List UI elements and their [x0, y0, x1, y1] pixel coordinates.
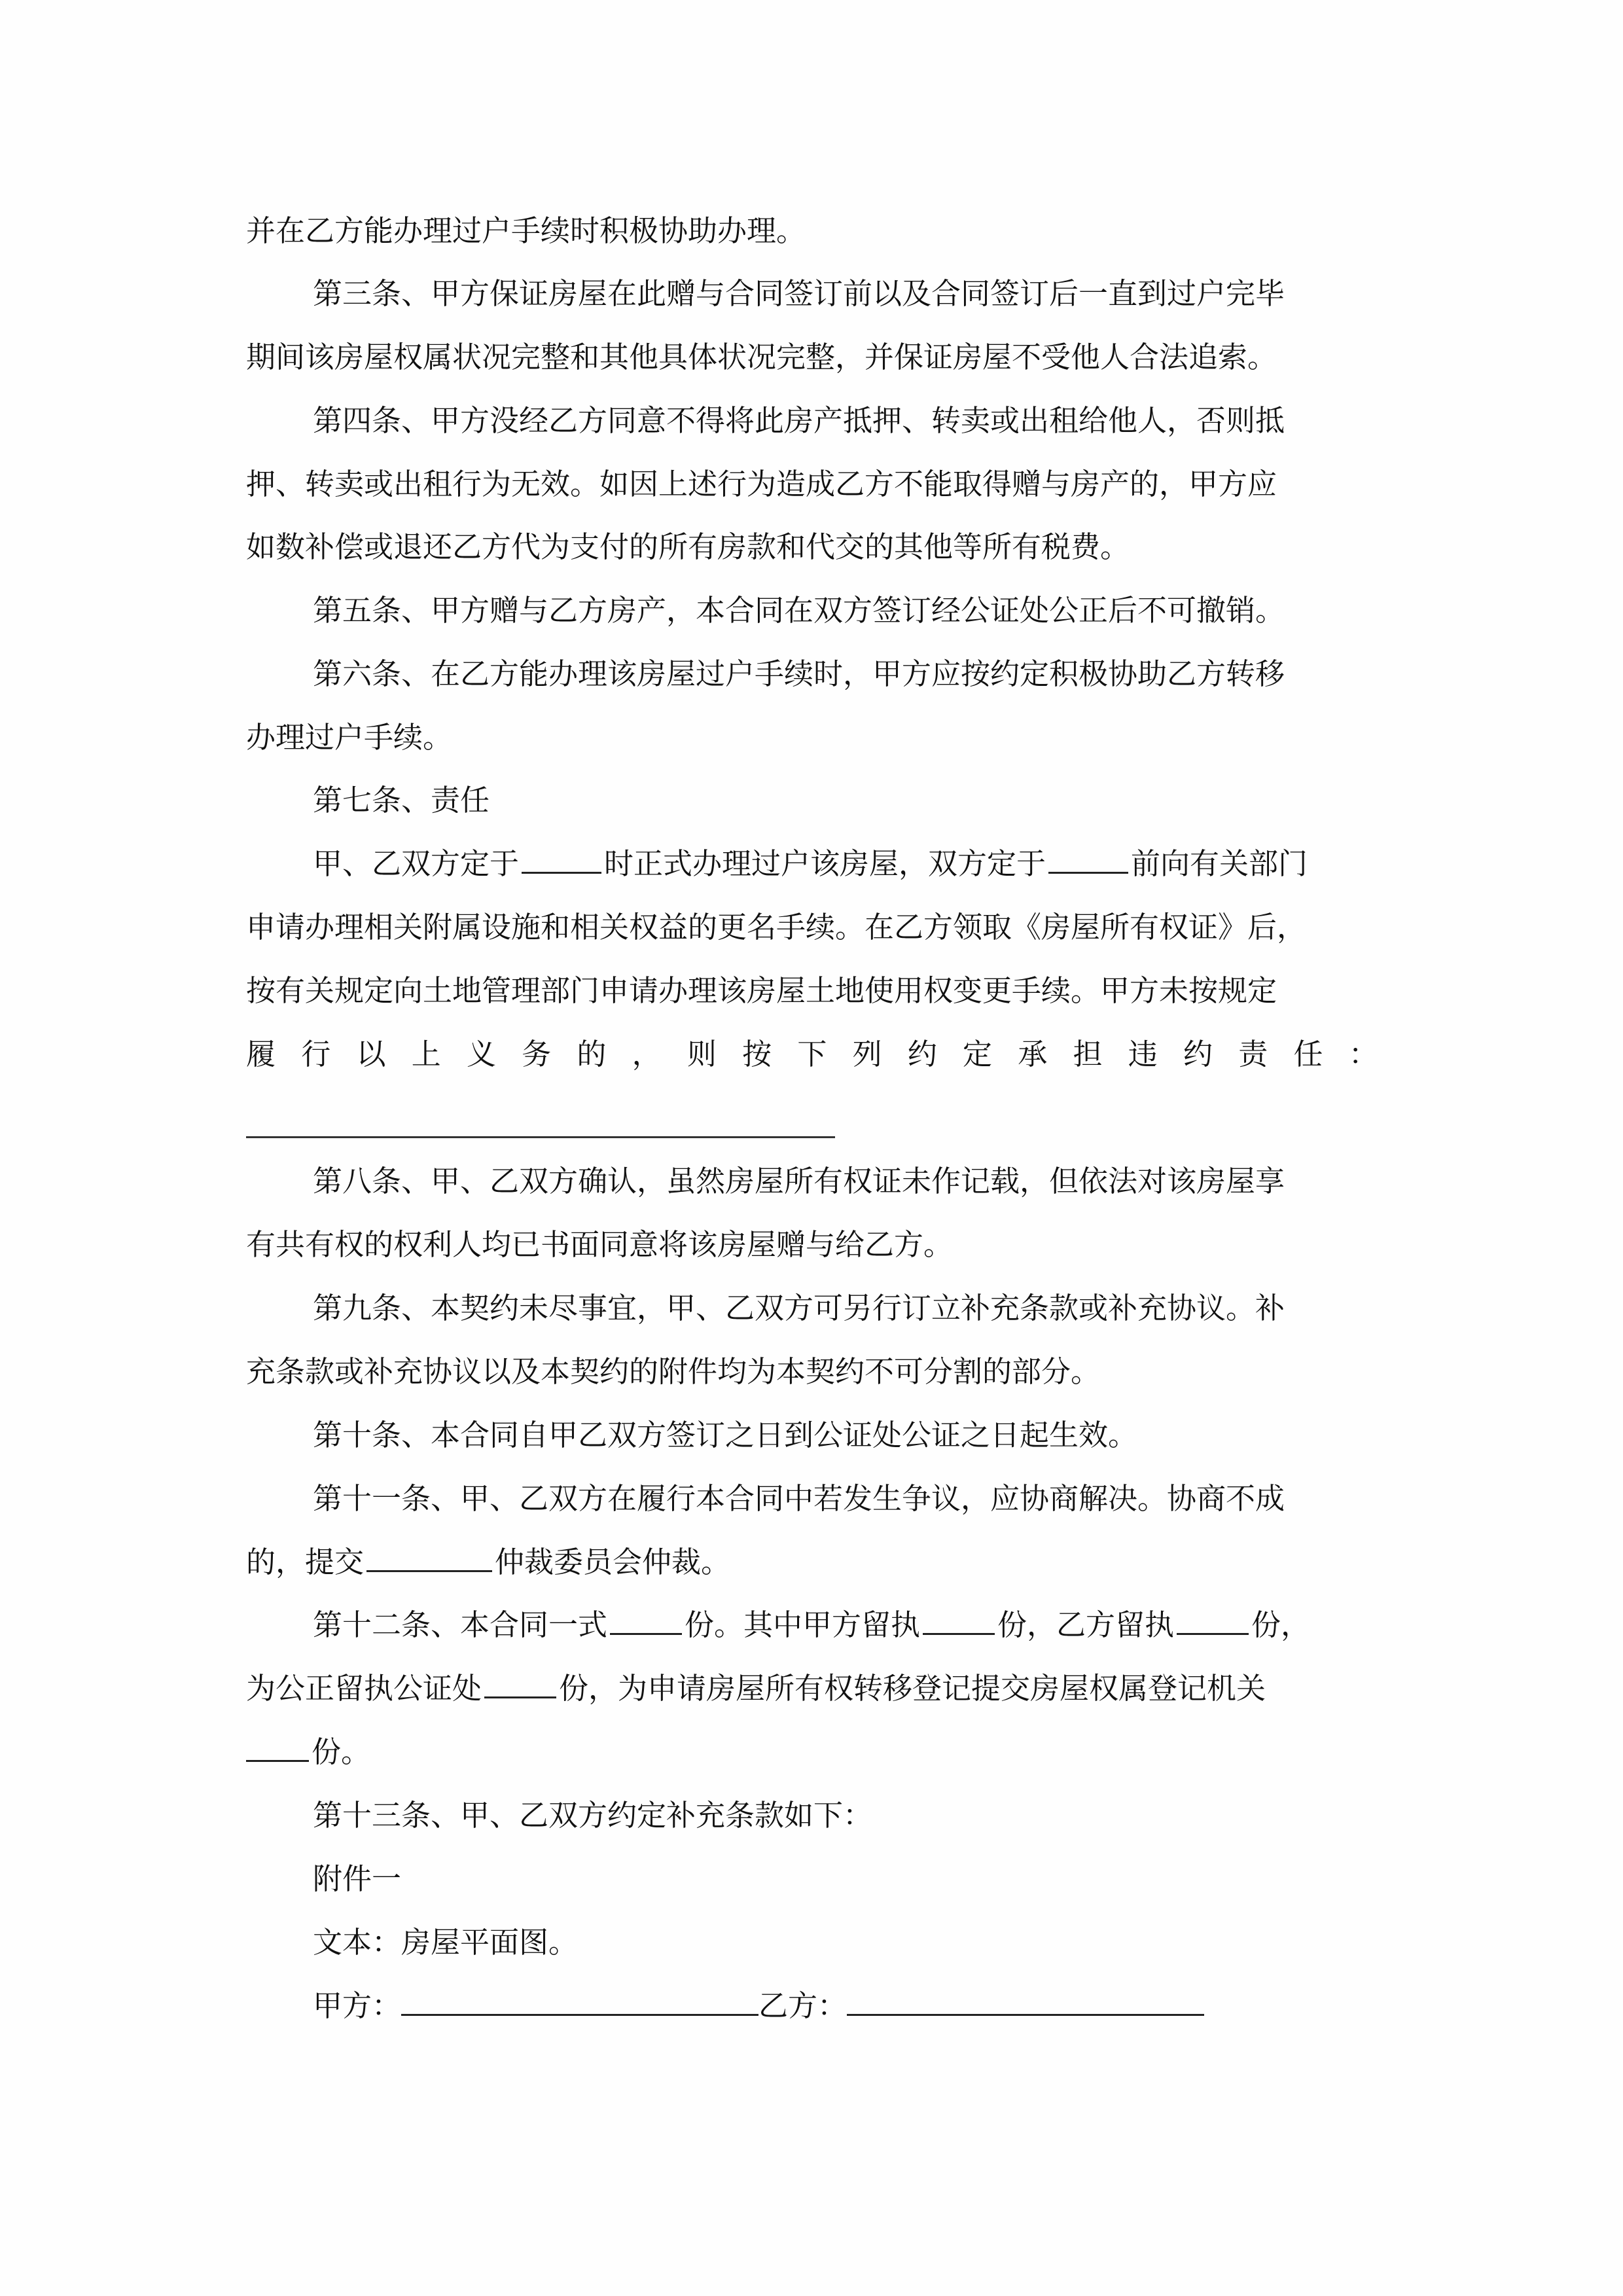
- justified-char: 违: [1128, 1037, 1158, 1071]
- liability-blank-line[interactable]: [246, 1136, 835, 1138]
- party-b-signature-field[interactable]: [847, 2013, 1204, 2016]
- clause-11-line-1: 第十一条、甲、乙双方在履行本合同中若发生争议，应协商解决。协商不成: [313, 1481, 1285, 1516]
- clause-12-text-e: 为公正留执公证处: [246, 1671, 482, 1706]
- clause-11-line-2: [246, 1547, 1378, 1577]
- blank-copies-field[interactable]: [923, 1632, 995, 1635]
- clause-7-line-4: [246, 1039, 1378, 1069]
- justified-char: 务: [522, 1037, 552, 1071]
- clause-7-heading: 第七条、责任: [313, 783, 490, 817]
- justified-char: 履: [246, 1037, 276, 1071]
- justified-char: 担: [1073, 1037, 1103, 1071]
- blank-arbitration-field[interactable]: [366, 1570, 492, 1572]
- party-a-label: 甲方：: [313, 1988, 402, 2023]
- clause-5-line-1: 第五条、甲方赠与乙方房产，本合同在双方签订经公证处公正后不可撤销。: [313, 593, 1285, 628]
- blank-copies-field[interactable]: [484, 1696, 556, 1698]
- clause-7-text-a: 甲、乙双方定于: [313, 846, 520, 881]
- attachment-heading: 附件一: [313, 1861, 402, 1896]
- clause-10-line-1: 第十条、本合同自甲乙双方签订之日到公证处公证之日起生效。: [313, 1418, 1138, 1452]
- justified-char: 按: [742, 1037, 772, 1071]
- clause-12-line-1: [313, 1607, 1445, 1642]
- blank-copies-field[interactable]: [610, 1632, 682, 1635]
- contract-text-line: 并在乙方能办理过户手续时积极协助办理。: [246, 213, 806, 248]
- clause-6-line-2: 办理过户手续。: [246, 720, 453, 755]
- clause-6-line-1: 第六条、在乙方能办理该房屋过户手续时，甲方应按约定积极协助乙方转移: [313, 656, 1285, 691]
- justified-char: 列: [852, 1037, 882, 1071]
- clause-4-line-2: 押、转卖或出租行为无效。如因上述行为造成乙方不能取得赠与房产的，甲方应: [246, 467, 1277, 501]
- clause-7-text-b: 时正式办理过户该房屋，双方定于: [604, 846, 1046, 881]
- clause-12-line-2: [246, 1671, 1378, 1706]
- blank-copies-field[interactable]: [246, 1759, 309, 1762]
- clause-12-text-d: 份，: [1251, 1607, 1311, 1642]
- justified-char: 约: [1183, 1037, 1213, 1071]
- clause-12-text-f: 份，为申请房屋所有权转移登记提交房屋权属登记机关: [559, 1671, 1266, 1706]
- justified-char: ：: [1348, 1037, 1378, 1071]
- clause-9-line-2: 充条款或补充协议以及本契约的附件均为本契约不可分割的部分。: [246, 1354, 1101, 1389]
- clause-11-text-b: 仲裁委员会仲裁。: [495, 1545, 731, 1579]
- clause-12-line-3: [246, 1734, 1378, 1769]
- justified-char: 约: [907, 1037, 937, 1071]
- clause-3-line-1: 第三条、甲方保证房屋在此赠与合同签订前以及合同签订后一直到过户完毕: [313, 276, 1285, 311]
- justified-char: 任: [1293, 1037, 1323, 1071]
- clause-4-line-3: 如数补偿或退还乙方代为支付的所有房款和代交的其他等所有税费。: [246, 529, 1130, 564]
- clause-12-text-c: 份，乙方留执: [997, 1607, 1175, 1642]
- clause-8-line-1: 第八条、甲、乙双方确认，虽然房屋所有权证未作记载，但依法对该房屋享: [313, 1164, 1285, 1198]
- party-b-label: 乙方：: [758, 1988, 847, 2023]
- justified-char: 下: [797, 1037, 827, 1071]
- clause-11-text-a: 的，提交: [246, 1545, 365, 1579]
- clause-12-text-g: 份。: [312, 1734, 371, 1769]
- party-a-signature-field[interactable]: [401, 2013, 758, 2016]
- justified-char: 承: [1018, 1037, 1048, 1071]
- blank-date-field[interactable]: [1048, 871, 1128, 874]
- clause-4-line-1: 第四条、甲方没经乙方同意不得将此房产抵押、转卖或出租给他人，否则抵: [313, 403, 1285, 438]
- clause-13-line-1: 第十三条、甲、乙双方约定补充条款如下：: [313, 1798, 873, 1833]
- justified-char: 定: [963, 1037, 993, 1071]
- justified-char: 上: [411, 1037, 441, 1071]
- justified-char: 行: [301, 1037, 331, 1071]
- clause-7-line-2: 申请办理相关附属设施和相关权益的更名手续。在乙方领取《房屋所有权证》后，: [246, 910, 1307, 944]
- clause-7-line-1: [313, 846, 1445, 881]
- clause-12-text-b: 份。其中甲方留执: [685, 1607, 921, 1642]
- justified-char: 义: [466, 1037, 496, 1071]
- blank-date-field[interactable]: [522, 871, 601, 874]
- clause-3-line-2: 期间该房屋权属状况完整和其他具体状况完整，并保证房屋不受他人合法追索。: [246, 340, 1277, 374]
- justified-char: ，: [632, 1037, 662, 1071]
- clause-8-line-2: 有共有权的权利人均已书面同意将该房屋赠与给乙方。: [246, 1227, 954, 1262]
- attachment-text: 文本：房屋平面图。: [313, 1925, 579, 1960]
- justified-char: 的: [577, 1037, 607, 1071]
- signature-row: [313, 1988, 1294, 2023]
- clause-9-line-1: 第九条、本契约未尽事宜，甲、乙双方可另行订立补充条款或补充协议。补: [313, 1291, 1285, 1325]
- clause-7-text-c: 前向有关部门: [1131, 846, 1308, 881]
- justified-char: 以: [356, 1037, 386, 1071]
- justified-char: 责: [1238, 1037, 1268, 1071]
- blank-copies-field[interactable]: [1177, 1632, 1249, 1635]
- clause-12-text-a: 第十二条、本合同一式: [313, 1607, 608, 1642]
- clause-7-line-3: 按有关规定向土地管理部门申请办理该房屋土地使用权变更手续。甲方未按规定: [246, 973, 1277, 1008]
- justified-char: 则: [687, 1037, 717, 1071]
